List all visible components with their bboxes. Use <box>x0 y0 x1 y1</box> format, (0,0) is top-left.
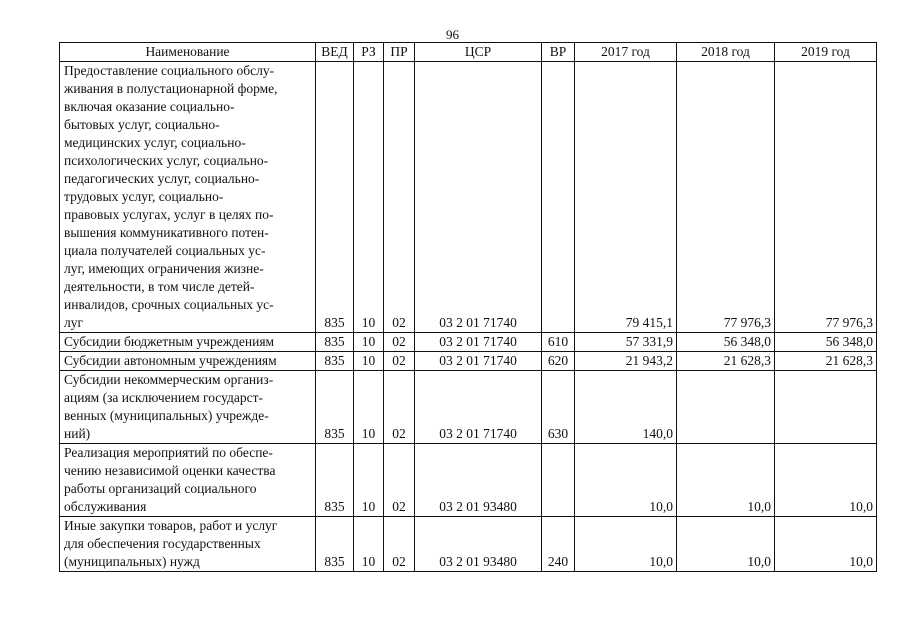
row-csr: 03 2 01 93480 <box>415 444 542 517</box>
row-2019: 77 976,3 <box>775 62 877 333</box>
row-csr: 03 2 01 71740 <box>415 371 542 444</box>
budget-table <box>59 42 877 572</box>
row-csr: 03 2 01 71740 <box>415 352 542 371</box>
header-2018: 2018 год <box>677 43 775 62</box>
row-vr <box>542 62 575 333</box>
page-number: 96 <box>446 27 459 42</box>
row-rz: 10 <box>354 517 384 572</box>
row-name: Субсидии бюджетным учреждениям <box>60 333 316 352</box>
row-vr <box>542 444 575 517</box>
row-ved: 835 <box>316 62 354 333</box>
table-row <box>60 352 877 371</box>
row-vr: 630 <box>542 371 575 444</box>
row-pr: 02 <box>384 444 415 517</box>
table-row <box>60 371 877 444</box>
row-pr: 02 <box>384 517 415 572</box>
header-ved: ВЕД <box>316 43 354 62</box>
row-2017: 10,0 <box>575 444 677 517</box>
row-rz: 10 <box>354 371 384 444</box>
row-2018: 77 976,3 <box>677 62 775 333</box>
row-pr: 02 <box>384 371 415 444</box>
table-row <box>60 444 877 517</box>
row-pr: 02 <box>384 333 415 352</box>
row-2017: 140,0 <box>575 371 677 444</box>
table-row <box>60 333 877 352</box>
header-csr: ЦСР <box>415 43 542 62</box>
row-2018: 10,0 <box>677 444 775 517</box>
row-2017: 21 943,2 <box>575 352 677 371</box>
row-csr: 03 2 01 71740 <box>415 62 542 333</box>
row-vr: 240 <box>542 517 575 572</box>
header-2019: 2019 год <box>775 43 877 62</box>
row-2017: 57 331,9 <box>575 333 677 352</box>
row-name: Субсидии автономным учреждениям <box>60 352 316 371</box>
header-2017: 2017 год <box>575 43 677 62</box>
row-2018 <box>677 371 775 444</box>
row-2019: 10,0 <box>775 517 877 572</box>
row-name: Предоставление социального обслу- живания в полустационарной форме, включая оказание социально- бытовых услуг, социально- медицинских услуг, социально- психологических услуг, социально- педагогических услуг, социально- трудовых услуг, социально- правовых услугах, услуг в целях по- вышения коммуникативного потен- циала получателей социальных ус- луг, имеющих ограничения жизне- деятельности, в том числе детей- инвалидов, срочных социальных ус- луг <box>60 62 316 333</box>
header-row <box>60 43 877 62</box>
row-2018: 10,0 <box>677 517 775 572</box>
header-pr: ПР <box>384 43 415 62</box>
row-2017: 79 415,1 <box>575 62 677 333</box>
header-rz: РЗ <box>354 43 384 62</box>
row-ved: 835 <box>316 352 354 371</box>
header-name: Наименование <box>60 43 316 62</box>
table-row <box>60 62 877 333</box>
row-name: Иные закупки товаров, работ и услуг для обеспечения государственных (муниципальных) нужд <box>60 517 316 572</box>
row-2019: 56 348,0 <box>775 333 877 352</box>
row-rz: 10 <box>354 62 384 333</box>
row-rz: 10 <box>354 444 384 517</box>
row-2017: 10,0 <box>575 517 677 572</box>
row-name: Субсидии некоммерческим организ- ациям (за исключением государст- венных (муниципальных) учрежде- ний) <box>60 371 316 444</box>
row-rz: 10 <box>354 333 384 352</box>
row-csr: 03 2 01 93480 <box>415 517 542 572</box>
row-vr: 620 <box>542 352 575 371</box>
row-2018: 21 628,3 <box>677 352 775 371</box>
row-csr: 03 2 01 71740 <box>415 333 542 352</box>
table-row <box>60 517 877 572</box>
row-ved: 835 <box>316 371 354 444</box>
row-ved: 835 <box>316 517 354 572</box>
header-vr: ВР <box>542 43 575 62</box>
row-ved: 835 <box>316 444 354 517</box>
row-2019 <box>775 371 877 444</box>
row-name: Реализация мероприятий по обеспе- чению независимой оценки качества работы организаций социального обслуживания <box>60 444 316 517</box>
row-pr: 02 <box>384 352 415 371</box>
row-2018: 56 348,0 <box>677 333 775 352</box>
row-vr: 610 <box>542 333 575 352</box>
row-ved: 835 <box>316 333 354 352</box>
row-rz: 10 <box>354 352 384 371</box>
row-pr: 02 <box>384 62 415 333</box>
row-2019: 10,0 <box>775 444 877 517</box>
row-2019: 21 628,3 <box>775 352 877 371</box>
